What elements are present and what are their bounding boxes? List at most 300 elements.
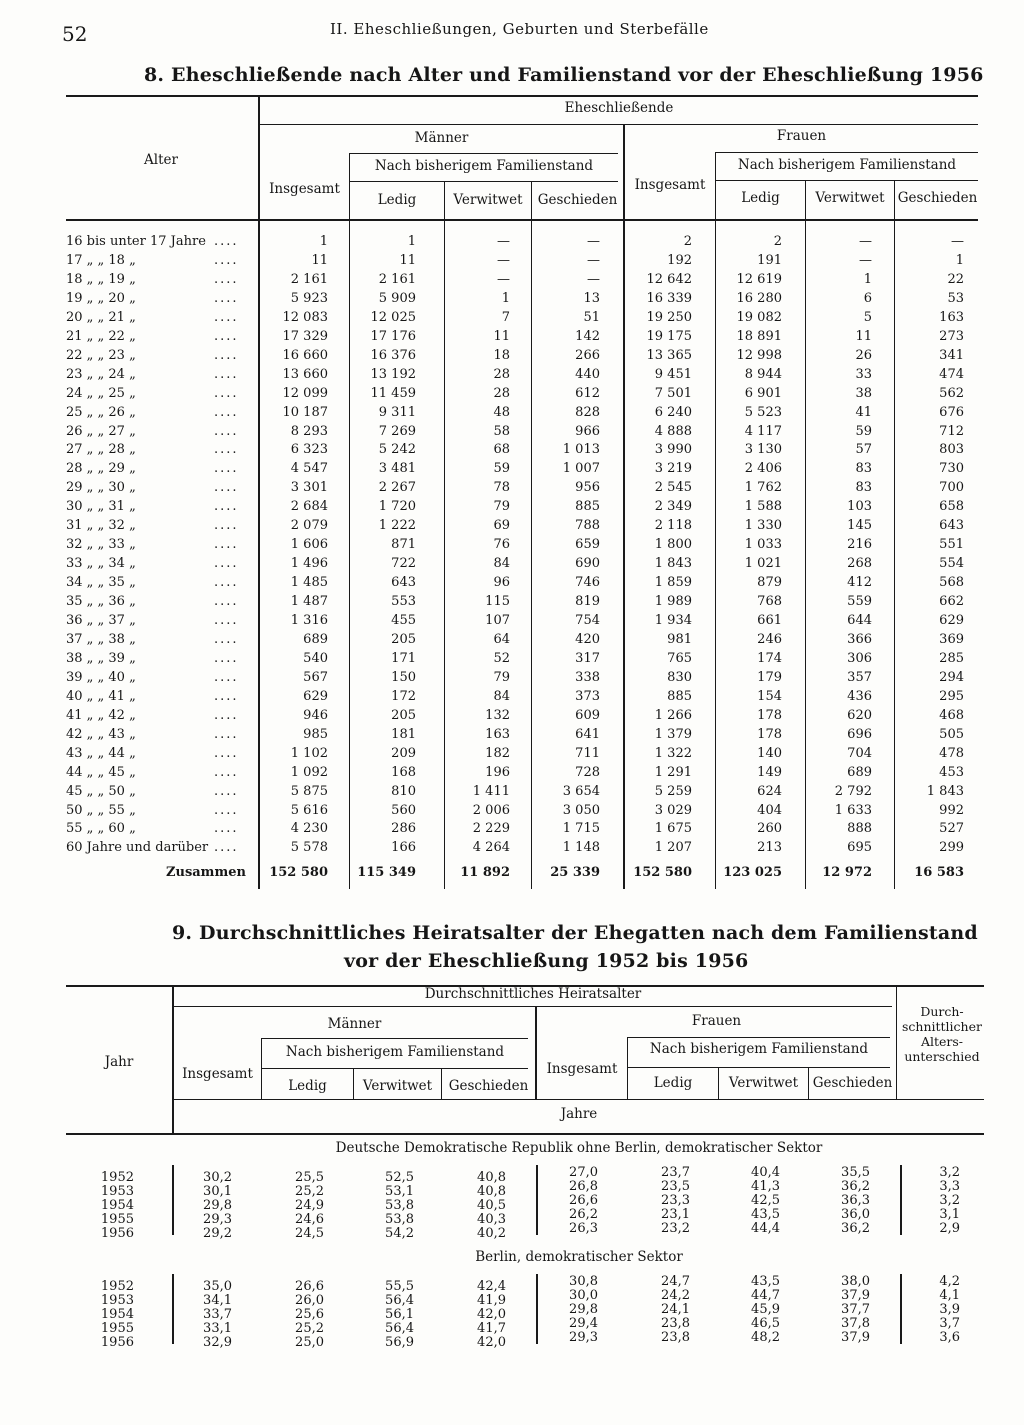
cell-men-single: 150	[391, 670, 416, 685]
cell-women-total: 885	[667, 689, 692, 704]
year-label: 1953	[100, 1293, 134, 1308]
cell-men-single: 2 267	[378, 480, 416, 495]
cell-men-total: 2 161	[290, 272, 328, 287]
cell-men-single: 560	[391, 803, 416, 818]
leader-dots: ....	[214, 803, 239, 818]
cell-women-divorced: 662	[939, 594, 964, 609]
age-row-label: 30 „ „ 31 „	[66, 499, 136, 514]
table9-header-men: Männer	[327, 1016, 382, 1032]
leader-dots: ....	[214, 499, 239, 514]
cell-men-total: 11	[311, 253, 328, 268]
table9-header-women-status: Nach bisherigem Familienstand	[649, 1041, 869, 1057]
cell-women-widowed: 11	[855, 329, 872, 344]
cell-men-single: 11 459	[370, 386, 416, 401]
table8-header-women-divorced: Geschieden	[897, 190, 978, 206]
cell-women-divorced: 36,2	[841, 1221, 870, 1236]
cell-women-widowed: 6	[863, 291, 872, 306]
cell-women-single: 154	[757, 689, 782, 704]
cell-women-total: 26,2	[569, 1207, 598, 1222]
leader-dots: ....	[214, 405, 239, 420]
leader-dots: ....	[214, 461, 239, 476]
cell-women-divorced: 554	[939, 556, 964, 571]
table9-header-men-widowed: Verwitwet	[362, 1078, 433, 1094]
cell-men-total: 1 485	[290, 575, 328, 590]
cell-men-single: 871	[391, 537, 416, 552]
year-label: 1955	[100, 1212, 134, 1227]
cell-women-widowed: 44,7	[751, 1288, 780, 1303]
cell-men-single: 12 025	[370, 310, 416, 325]
cell-men-total: 689	[303, 632, 328, 647]
cell-women-divorced: 562	[939, 386, 964, 401]
cell-men-divorced: 956	[575, 480, 600, 495]
age-row-label: 21 „ „ 22 „	[66, 329, 136, 344]
cell-women-widowed: 1	[863, 272, 872, 287]
age-row-label: 26 „ „ 27 „	[66, 424, 136, 439]
age-row-label: 20 „ „ 21 „	[66, 310, 136, 325]
cell-men-divorced: —	[587, 234, 600, 249]
cell-men-widowed: 69	[493, 518, 510, 533]
cell-women-total: 19 250	[646, 310, 692, 325]
cell-women-total: 9 451	[654, 367, 692, 382]
cell-women-widowed: 145	[847, 518, 872, 533]
cell-age-difference: 3,6	[939, 1330, 960, 1345]
cell-men-total: 13 660	[282, 367, 328, 382]
cell-women-divorced: 38,0	[841, 1274, 870, 1289]
cell-men-divorced: 788	[575, 518, 600, 533]
cell-women-divorced: 369	[939, 632, 964, 647]
cell-women-single: 1 021	[744, 556, 782, 571]
cell-men-single: 25,6	[295, 1307, 324, 1322]
cell-men-widowed: 56,1	[385, 1307, 414, 1322]
age-row-label: 60 Jahre und darüber	[66, 840, 209, 855]
cell-men-single: 7 269	[378, 424, 416, 439]
cell-women-divorced: 474	[939, 367, 964, 382]
cell-men-single: 209	[391, 746, 416, 761]
cell-women-widowed: 12 972	[822, 865, 872, 880]
cell-women-divorced: 37,9	[841, 1330, 870, 1345]
table8-header-men-single: Ledig	[377, 192, 417, 208]
cell-women-divorced: 478	[939, 746, 964, 761]
cell-women-single: 123 025	[723, 865, 782, 880]
cell-men-total: 32,9	[203, 1335, 232, 1350]
cell-men-total: 1 316	[290, 613, 328, 628]
leader-dots: ....	[214, 689, 239, 704]
cell-men-divorced: 641	[575, 727, 600, 742]
cell-men-widowed: 52,5	[385, 1170, 414, 1185]
cell-men-widowed: —	[497, 253, 510, 268]
cell-women-divorced: 16 583	[914, 865, 964, 880]
cell-men-single: 25,0	[295, 1335, 324, 1350]
cell-men-widowed: 55,5	[385, 1279, 414, 1294]
age-row-label: 31 „ „ 32 „	[66, 518, 136, 533]
cell-men-widowed: 18	[493, 348, 510, 363]
cell-men-widowed: 56,4	[385, 1321, 414, 1336]
cell-men-total: 540	[303, 651, 328, 666]
cell-men-widowed: 53,8	[385, 1198, 414, 1213]
leader-dots: ....	[214, 234, 239, 249]
cell-women-single: 2 406	[744, 461, 782, 476]
cell-women-divorced: —	[951, 234, 964, 249]
cell-women-single: 661	[757, 613, 782, 628]
cell-age-difference: 4,2	[939, 1274, 960, 1289]
cell-women-single: 1 762	[744, 480, 782, 495]
age-row-label: 50 „ „ 55 „	[66, 803, 136, 818]
cell-men-total: 29,8	[203, 1198, 232, 1213]
cell-men-widowed: 68	[493, 442, 510, 457]
cell-women-divorced: 37,8	[841, 1316, 870, 1331]
cell-men-single: 26,6	[295, 1279, 324, 1294]
cell-men-total: 946	[303, 708, 328, 723]
cell-men-single: 16 376	[370, 348, 416, 363]
cell-women-single: 1 330	[744, 518, 782, 533]
cell-women-single: 23,1	[661, 1207, 690, 1222]
cell-women-divorced: 36,3	[841, 1193, 870, 1208]
cell-men-single: 5 909	[378, 291, 416, 306]
cell-men-widowed: —	[497, 272, 510, 287]
cell-age-difference: 4,1	[939, 1288, 960, 1303]
cell-women-single: 19 082	[736, 310, 782, 325]
cell-women-divorced: 53	[947, 291, 964, 306]
cell-women-total: 981	[667, 632, 692, 647]
cell-women-divorced: 992	[939, 803, 964, 818]
cell-women-total: 2 118	[654, 518, 692, 533]
age-row-label: 41 „ „ 42 „	[66, 708, 136, 723]
year-label: 1952	[100, 1170, 134, 1185]
cell-women-widowed: 436	[847, 689, 872, 704]
age-row-label: 23 „ „ 24 „	[66, 367, 136, 382]
cell-women-widowed: 888	[847, 821, 872, 836]
cell-men-single: 286	[391, 821, 416, 836]
leader-dots: ....	[214, 329, 239, 344]
leader-dots: ....	[214, 727, 239, 742]
cell-women-single: 768	[757, 594, 782, 609]
cell-women-total: 3 219	[654, 461, 692, 476]
cell-women-total: 152 580	[633, 865, 692, 880]
cell-men-total: 10 187	[282, 405, 328, 420]
table8-header-women-status: Nach bisherigem Familienstand	[737, 157, 957, 173]
cell-men-widowed: 11	[493, 329, 510, 344]
cell-men-total: 35,0	[203, 1279, 232, 1294]
cell-men-divorced: 819	[575, 594, 600, 609]
cell-women-divorced: 35,5	[841, 1165, 870, 1180]
cell-women-single: 2	[773, 234, 782, 249]
cell-women-widowed: 43,5	[751, 1207, 780, 1222]
cell-women-divorced: 163	[939, 310, 964, 325]
age-row-label: 36 „ „ 37 „	[66, 613, 136, 628]
cell-men-total: 12 083	[282, 310, 328, 325]
cell-women-single: 178	[757, 708, 782, 723]
leader-dots: ....	[214, 424, 239, 439]
cell-women-total: 7 501	[654, 386, 692, 401]
cell-women-widowed: 41	[855, 405, 872, 420]
cell-men-single: 24,9	[295, 1198, 324, 1213]
cell-men-widowed: 182	[485, 746, 510, 761]
cell-women-widowed: 26	[855, 348, 872, 363]
age-row-label: 19 „ „ 20 „	[66, 291, 136, 306]
cell-men-divorced: 40,8	[477, 1170, 506, 1185]
cell-women-total: 1 207	[654, 840, 692, 855]
cell-men-single: 11	[399, 253, 416, 268]
age-row-label: 33 „ „ 34 „	[66, 556, 136, 571]
cell-women-single: 24,7	[661, 1274, 690, 1289]
cell-men-widowed: 53,8	[385, 1212, 414, 1227]
cell-women-total: 26,6	[569, 1193, 598, 1208]
table8-title: 8. Eheschließende nach Alter und Familienstand vor der Eheschließung 1956	[144, 64, 984, 86]
table8-header-women-widowed: Verwitwet	[815, 190, 885, 206]
cell-women-single: 213	[757, 840, 782, 855]
cell-men-widowed: 54,2	[385, 1226, 414, 1241]
cell-women-total: 29,8	[569, 1302, 598, 1317]
cell-women-total: 6 240	[654, 405, 692, 420]
cell-men-widowed: 11 892	[460, 865, 510, 880]
cell-age-difference: 3,3	[939, 1179, 960, 1194]
year-label: 1954	[100, 1198, 134, 1213]
cell-women-total: 30,0	[569, 1288, 598, 1303]
cell-men-single: 26,0	[295, 1293, 324, 1308]
cell-women-total: 2	[683, 234, 692, 249]
cell-men-divorced: 440	[575, 367, 600, 382]
cell-women-total: 30,8	[569, 1274, 598, 1289]
cell-women-total: 830	[667, 670, 692, 685]
cell-women-total: 5 259	[654, 784, 692, 799]
leader-dots: ....	[214, 784, 239, 799]
year-label: 1956	[100, 1335, 134, 1350]
cell-men-total: 17 329	[282, 329, 328, 344]
cell-women-total: 27,0	[569, 1165, 598, 1180]
age-row-label: 34 „ „ 35 „	[66, 575, 136, 590]
cell-men-divorced: 1 013	[562, 442, 600, 457]
cell-women-single: 18 891	[736, 329, 782, 344]
cell-women-total: 12 642	[646, 272, 692, 287]
table9-header-women-total: Insgesamt	[546, 1061, 618, 1077]
cell-women-widowed: 83	[855, 461, 872, 476]
age-row-label: 29 „ „ 30 „	[66, 480, 136, 495]
table8-header-age: Alter	[144, 152, 178, 168]
cell-women-widowed: 620	[847, 708, 872, 723]
age-row-label: 44 „ „ 45 „	[66, 765, 136, 780]
cell-women-total: 1 800	[654, 537, 692, 552]
table9-section-title: Berlin, demokratischer Sektor	[475, 1249, 683, 1265]
cell-women-divorced: 36,2	[841, 1179, 870, 1194]
cell-women-divorced: 527	[939, 821, 964, 836]
cell-women-divorced: 712	[939, 424, 964, 439]
cell-women-total: 1 266	[654, 708, 692, 723]
leader-dots: ....	[214, 537, 239, 552]
cell-women-total: 1 859	[654, 575, 692, 590]
cell-women-divorced: 285	[939, 651, 964, 666]
cell-women-total: 4 888	[654, 424, 692, 439]
cell-men-widowed: 28	[493, 367, 510, 382]
cell-women-divorced: 643	[939, 518, 964, 533]
cell-women-divorced: 1	[955, 253, 964, 268]
cell-men-divorced: 13	[583, 291, 600, 306]
cell-men-divorced: 142	[575, 329, 600, 344]
cell-men-total: 4 547	[290, 461, 328, 476]
cell-women-divorced: 299	[939, 840, 964, 855]
cell-women-widowed: 644	[847, 613, 872, 628]
cell-men-divorced: 25 339	[550, 865, 600, 880]
leader-dots: ....	[214, 708, 239, 723]
cell-men-widowed: 2 006	[472, 803, 510, 818]
cell-men-widowed: 64	[493, 632, 510, 647]
cell-women-single: 3 130	[744, 442, 782, 457]
cell-women-single: 879	[757, 575, 782, 590]
cell-women-total: 2 349	[654, 499, 692, 514]
cell-men-single: 13 192	[370, 367, 416, 382]
cell-men-widowed: 76	[493, 537, 510, 552]
cell-men-widowed: 84	[493, 556, 510, 571]
cell-men-single: 24,6	[295, 1212, 324, 1227]
cell-men-divorced: 373	[575, 689, 600, 704]
cell-men-divorced: 40,3	[477, 1212, 506, 1227]
cell-men-total: 5 875	[290, 784, 328, 799]
cell-men-divorced: —	[587, 253, 600, 268]
cell-men-widowed: 52	[493, 651, 510, 666]
cell-women-widowed: 57	[855, 442, 872, 457]
cell-men-widowed: 107	[485, 613, 510, 628]
cell-women-widowed: 695	[847, 840, 872, 855]
age-row-label: 25 „ „ 26 „	[66, 405, 136, 420]
cell-women-widowed: 306	[847, 651, 872, 666]
year-label: 1952	[100, 1279, 134, 1294]
cell-women-widowed: 41,3	[751, 1179, 780, 1194]
table8-header-men-divorced: Geschieden	[537, 192, 618, 208]
cell-women-divorced: 1 843	[926, 784, 964, 799]
leader-dots: ....	[214, 386, 239, 401]
cell-women-widowed: 44,4	[751, 1221, 780, 1236]
cell-women-widowed: 1 633	[834, 803, 872, 818]
cell-men-widowed: 96	[493, 575, 510, 590]
leader-dots: ....	[214, 613, 239, 628]
cell-men-divorced: 266	[575, 348, 600, 363]
page-number: 52	[62, 22, 88, 46]
cell-men-widowed: 53,1	[385, 1184, 414, 1199]
cell-men-single: 115 349	[357, 865, 416, 880]
cell-men-widowed: —	[497, 234, 510, 249]
cell-women-single: 178	[757, 727, 782, 742]
table9-section-title: Deutsche Demokratische Republik ohne Berlin, demokratischer Sektor	[335, 1140, 823, 1156]
cell-men-widowed: 115	[485, 594, 510, 609]
cell-women-single: 260	[757, 821, 782, 836]
cell-men-divorced: 711	[575, 746, 600, 761]
cell-women-single: 23,5	[661, 1179, 690, 1194]
cell-men-single: 455	[391, 613, 416, 628]
cell-men-total: 2 079	[290, 518, 328, 533]
cell-women-widowed: 48,2	[751, 1330, 780, 1345]
age-row-label: 43 „ „ 44 „	[66, 746, 136, 761]
cell-women-single: 246	[757, 632, 782, 647]
cell-men-divorced: 1 715	[562, 821, 600, 836]
age-row-label: 27 „ „ 28 „	[66, 442, 136, 457]
cell-men-total: 33,1	[203, 1321, 232, 1336]
cell-men-single: 5 242	[378, 442, 416, 457]
cell-women-single: 4 117	[744, 424, 782, 439]
cell-men-total: 1 102	[290, 746, 328, 761]
cell-women-widowed: —	[859, 253, 872, 268]
cell-men-single: 17 176	[370, 329, 416, 344]
cell-men-total: 33,7	[203, 1307, 232, 1322]
cell-women-single: 23,2	[661, 1221, 690, 1236]
cell-men-total: 1 606	[290, 537, 328, 552]
cell-men-single: 24,5	[295, 1226, 324, 1241]
cell-women-total: 29,3	[569, 1330, 598, 1345]
cell-men-divorced: 828	[575, 405, 600, 420]
cell-women-total: 26,3	[569, 1221, 598, 1236]
cell-men-widowed: 1 411	[472, 784, 510, 799]
leader-dots: ....	[214, 442, 239, 457]
cell-men-single: 166	[391, 840, 416, 855]
table9-header-unit: Jahre	[560, 1106, 598, 1122]
cell-women-divorced: 505	[939, 727, 964, 742]
year-label: 1956	[100, 1226, 134, 1241]
cell-women-divorced: 273	[939, 329, 964, 344]
cell-women-single: 23,8	[661, 1330, 690, 1345]
leader-dots: ....	[214, 632, 239, 647]
cell-women-total: 1 989	[654, 594, 692, 609]
cell-women-total: 1 291	[654, 765, 692, 780]
cell-men-divorced: 420	[575, 632, 600, 647]
cell-women-single: 6 901	[744, 386, 782, 401]
cell-men-widowed: 4 264	[472, 840, 510, 855]
leader-dots: ....	[214, 367, 239, 382]
cell-women-single: 8 944	[744, 367, 782, 382]
cell-men-single: 722	[391, 556, 416, 571]
cell-women-single: 16 280	[736, 291, 782, 306]
cell-men-total: 30,1	[203, 1184, 232, 1199]
cell-women-divorced: 658	[939, 499, 964, 514]
cell-men-divorced: 754	[575, 613, 600, 628]
age-row-label: 42 „ „ 43 „	[66, 727, 136, 742]
age-row-label: 32 „ „ 33 „	[66, 537, 136, 552]
cell-women-widowed: 357	[847, 670, 872, 685]
leader-dots: ....	[214, 746, 239, 761]
running-head: II. Eheschließungen, Geburten und Sterbefälle	[330, 20, 709, 38]
cell-men-divorced: —	[587, 272, 600, 287]
cell-men-total: 1 487	[290, 594, 328, 609]
cell-men-widowed: 56,9	[385, 1335, 414, 1350]
cell-age-difference: 3,2	[939, 1193, 960, 1208]
table9-header-women-divorced: Geschieden	[812, 1075, 893, 1091]
cell-women-single: 23,3	[661, 1193, 690, 1208]
cell-women-widowed: 268	[847, 556, 872, 571]
cell-men-total: 12 099	[282, 386, 328, 401]
cell-women-divorced: 22	[947, 272, 964, 287]
cell-men-widowed: 132	[485, 708, 510, 723]
cell-men-divorced: 746	[575, 575, 600, 590]
cell-women-divorced: 341	[939, 348, 964, 363]
cell-women-widowed: 103	[847, 499, 872, 514]
cell-men-divorced: 42,0	[477, 1307, 506, 1322]
table9-header-men-single: Ledig	[288, 1078, 327, 1094]
cell-women-widowed: 5	[863, 310, 872, 325]
cell-men-divorced: 659	[575, 537, 600, 552]
cell-men-divorced: 728	[575, 765, 600, 780]
cell-men-divorced: 42,0	[477, 1335, 506, 1350]
cell-women-widowed: 38	[855, 386, 872, 401]
cell-women-divorced: 551	[939, 537, 964, 552]
cell-women-total: 19 175	[646, 329, 692, 344]
cell-men-widowed: 56,4	[385, 1293, 414, 1308]
cell-men-widowed: 58	[493, 424, 510, 439]
year-label: 1955	[100, 1321, 134, 1336]
cell-men-total: 8 293	[290, 424, 328, 439]
cell-women-total: 16 339	[646, 291, 692, 306]
cell-women-divorced: 36,0	[841, 1207, 870, 1222]
cell-women-divorced: 568	[939, 575, 964, 590]
cell-women-widowed: 559	[847, 594, 872, 609]
cell-women-total: 2 545	[654, 480, 692, 495]
cell-women-single: 149	[757, 765, 782, 780]
